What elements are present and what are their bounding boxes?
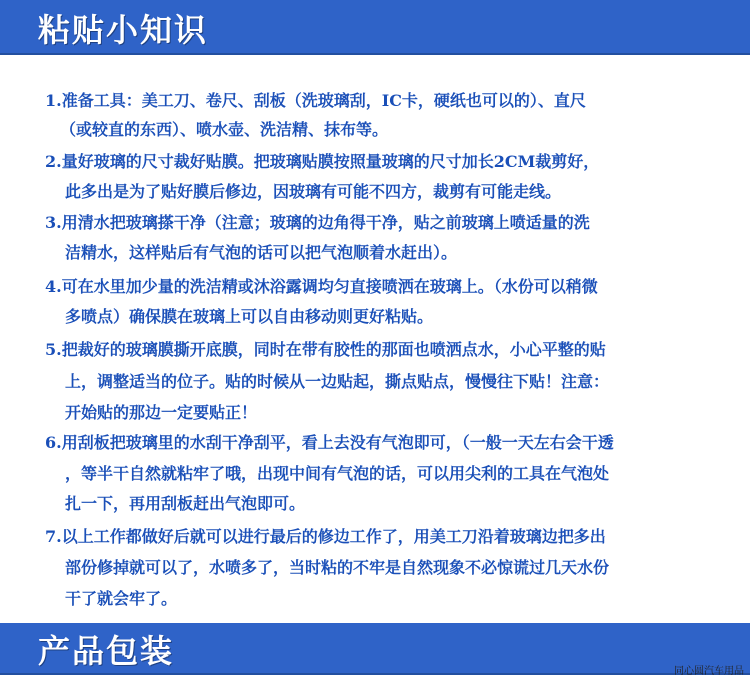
section-banner — [0, 623, 750, 675]
instruction-line: ，等半干自然就粘牢了哦，出现中间有气泡的话，可以用尖利的工具在气泡处 — [65, 464, 610, 483]
instruction-line: 4.可在水里加少量的洗洁精或沐浴露调均匀直接喷洒在玻璃上。（水份可以稍微 — [45, 277, 598, 296]
instruction-line: 多喷点）确保膜在玻璃上可以自由移动则更好粘贴。 — [65, 307, 434, 326]
instruction-line: 部份修掉就可以了，水喷多了，当时粘的不牢是自然现象不必惊谎过几天水份 — [65, 558, 610, 577]
instruction-line: 5.把裁好的玻璃膜撕开底膜，同时在带有胶性的那面也喷洒点水，小心平整的贴 — [45, 340, 606, 359]
instruction-line: 干了就会牢了。 — [65, 589, 178, 608]
instruction-line: 上，调整适当的位子。贴的时候从一边贴起，撕点贴点，慢慢往下贴！注意： — [65, 372, 610, 391]
instruction-line: 洁精水，这样贴后有气泡的话可以把气泡顺着水赶出）。 — [65, 243, 458, 262]
instruction-line: 2.量好玻璃的尺寸裁好贴膜。把玻璃贴膜按照量玻璃的尺寸加长2CM裁剪好， — [45, 152, 600, 171]
banner-title: 粘贴小知识 — [38, 10, 209, 49]
instruction-line: 7.以上工作都做好后就可以进行最后的修边工作了，用美工刀沿着玻璃边把多出 — [45, 527, 606, 546]
instruction-line: 扎一下，再用刮板赶出气泡即可。 — [65, 494, 306, 513]
watermark-text: 同心圆汽车用品 — [674, 666, 744, 677]
banner-title: 产品包装 — [38, 632, 175, 670]
instruction-line: 3.用清水把玻璃搽干净（注意；玻璃的边角得干净，贴之前玻璃上喷适量的洗 — [45, 213, 590, 232]
instruction-line: 此多出是为了贴好膜后修边，因玻璃有可能不四方，裁剪有可能走线。 — [65, 182, 562, 201]
instruction-line: 开始贴的那边一定要贴正！ — [65, 403, 258, 422]
instruction-line: 6.用刮板把玻璃里的水刮干净刮平，看上去没有气泡即可，（一般一天左右会干透 — [45, 433, 614, 452]
instruction-line: （或较直的东西）、喷水壶、洗洁精、抹布等。 — [60, 120, 389, 139]
instruction-line: 1.准备工具：美工刀、卷尺、刮板（洗玻璃刮，IC卡，硬纸也可以的）、直尺 — [45, 91, 586, 110]
